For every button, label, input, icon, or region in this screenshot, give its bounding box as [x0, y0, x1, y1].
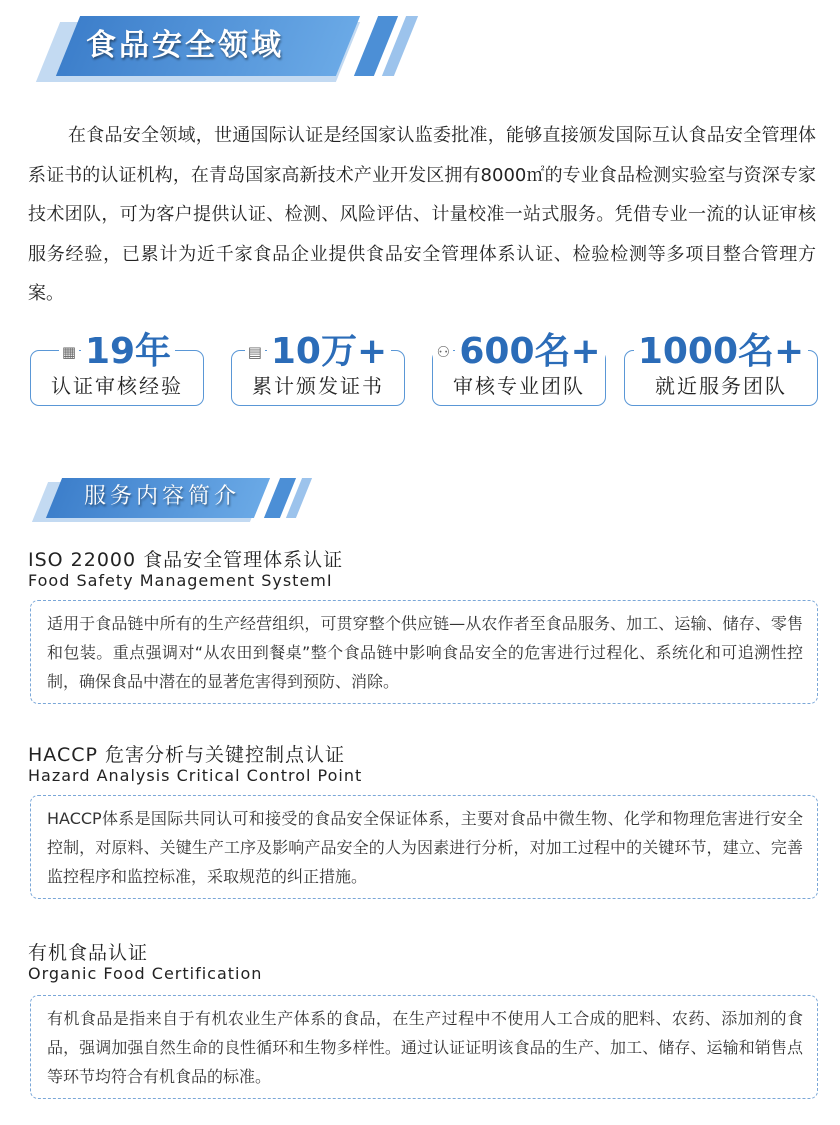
service-description: 有机食品是指来自于有机农业生产体系的食品，在生产过程中不使用人工合成的肥料、农药、添加剂的食品，强调加强自然生命的良性循环和生物多样性。通过认证证明该食品的生产、加工、储存、运输和销售点等环节均符合有机食品的标准。	[30, 995, 818, 1099]
stat-label: 审核专业团队	[453, 374, 585, 398]
stat-number: 600名+	[455, 330, 604, 374]
service-subtitle: Organic Food Certification	[28, 964, 263, 983]
section-title: 食品安全领域	[86, 28, 284, 63]
stat-label: 认证审核经验	[51, 374, 183, 398]
stat-years-experience	[30, 331, 204, 408]
service-subtitle: Food Safety Management SystemI	[28, 571, 333, 590]
service-description: 适用于食品链中所有的生产经营组织，可贯穿整个供应链—从农作者至食品服务、加工、运输、储存、零售和包装。重点强调对“从农田到餐桌”整个食品链中影响食品安全的危害进行过程化、系统化和可追溯性控制，确保食品中潜在的显著危害得到预防、消除。	[30, 600, 818, 704]
stat-certificates-issued	[231, 331, 405, 408]
section-title: 服务内容简介	[84, 484, 241, 509]
stat-label: 就近服务团队	[655, 374, 787, 398]
service-description: HACCP体系是国际共同认可和接受的食品安全保证体系，主要对食品中微生物、化学和物理危害进行安全控制，对原料、关键生产工序及影响产品安全的人为因素进行分析，对加工过程中的关键环节，建立、完善监控程序和监控标准，采取规范的纠正措施。	[30, 795, 818, 899]
section-banner-food-safety	[28, 14, 428, 86]
section-banner-services	[28, 476, 328, 526]
stat-audit-team	[432, 331, 606, 408]
stat-number: 19年	[81, 330, 175, 374]
stat-number: 1000名+	[634, 330, 808, 374]
intro-paragraph: 在食品安全领域，世通国际认证是经国家认监委批准，能够直接颁发国际互认食品安全管理体系证书的认证机构，在青岛国家高新技术产业开发区拥有8000㎡的专业食品检测实验室与资深专家技术团队，可为客户提供认证、检测、风险评估、计量校准一站式服务。凭借专业一流的认证审核服务经验，已累计为近千家食品企业提供食品安全管理体系认证、检验检测等多项目整合管理方案。	[28, 125, 816, 304]
calendar-icon: ▦	[59, 342, 79, 362]
service-title-haccp: HACCP 危害分析与关键控制点认证	[28, 744, 345, 766]
stat-number: 10万+	[267, 330, 391, 374]
service-title-iso22000: ISO 22000 食品安全管理体系认证	[28, 549, 344, 571]
service-subtitle: Hazard Analysis Critical Control Point	[28, 766, 363, 785]
stat-label: 累计颁发证书	[252, 374, 384, 398]
certificate-icon: ▤	[245, 342, 265, 362]
team-icon: ⚇	[433, 342, 453, 362]
stat-service-team	[624, 331, 818, 408]
service-title-organic: 有机食品认证	[28, 942, 149, 964]
